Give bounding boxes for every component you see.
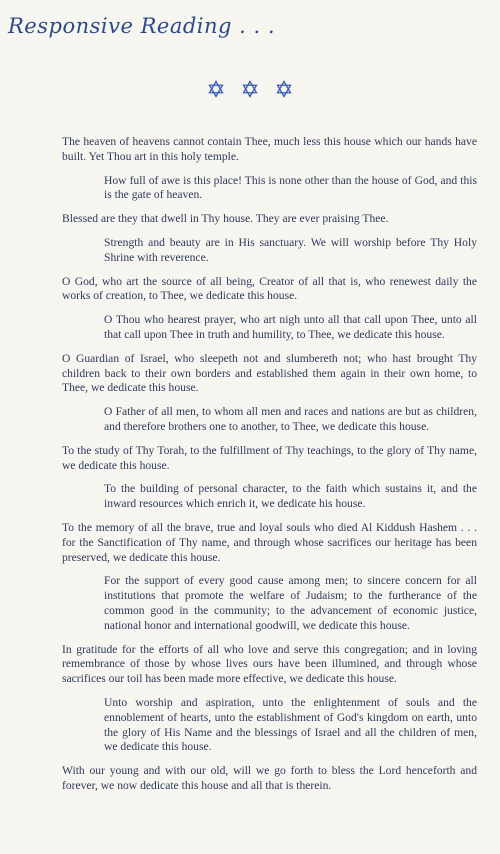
congregation-response: O Father of all men, to whom all men and races and nations are but as children, and therefore brothers one to another, to Thee, we dedicate this house. [104,405,477,433]
congregation-response: To the building of personal character, to the faith which sustains it, and the inward resources which enrich it, we dedicate his house. [104,482,477,511]
reader-verse: In gratitude for the efforts of all who love and serve this congregation; and in loving remembrance of those by whose lives ours have been illumined, and through whose sacrifices our toil has been made more effective, we dedicate this house. [62,642,477,686]
page-title: Responsive Reading . . . [8,14,276,38]
congregation-response: For the support of every good cause among men; to sincere concern for all institutions that promote the welfare of Judaism; to the furtherance of the common good in the community; to the advancement of economic justice, national honor and international goodwill, we dedicate this house. [104,574,477,632]
congregation-response: O Thou who hearest prayer, who art nigh unto all that call upon Thee, unto all that call upon Thee in truth and humility, to Thee, we dedicate this house. [104,313,477,341]
reader-verse: With our young and with our old, will we go forth to bless the Lord henceforth and forever, we now dedicate this house and all that is therein. [62,764,477,792]
reader-verse: To the study of Thy Torah, to the fulfillment of Thy teachings, to the glory of Thy name, we dedicate this house. [62,443,477,472]
reader-verse: To the memory of all the brave, true and loyal souls who died Al Kiddush Hashem . . . for the Sanctification of Thy name, and through whose sacrifices our heritage has been preserved, we dedicate this house. [62,520,477,564]
reader-verse: The heaven of heavens cannot contain Thee, much less this house which our hands have built. Yet Thou art in this holy temple. [62,135,477,163]
congregation-response: Unto worship and aspiration, unto the enlightenment of souls and the ennoblement of hearts, unto the establishment of God's kingdom on earth, unto the glory of His Name and the blessings of Israel and all the children of men, we dedicate this house. [104,695,477,754]
reader-verse: O God, who art the source of all being, Creator of all that is, who renewest daily the works of creation, to Thee, we dedicate this house. [62,274,477,303]
responsive-reading [62,135,477,794]
star-of-david-icon [207,80,225,98]
star-of-david-icon [275,80,293,98]
congregation-response: Strength and beauty are in His sanctuary. We will worship before Thy Holy Shrine with reverence. [104,235,477,264]
reader-verse: O Guardian of Israel, who sleepeth not and slumbereth not; who hast brought Thy children back to their own borders and established them again in their own home, to Thee, we dedicate this house. [62,351,477,395]
star-row [0,80,500,98]
congregation-response: How full of awe is this place! This is none other than the house of God, and this is the gate of heaven. [104,173,477,202]
star-of-david-icon [241,80,259,98]
reader-verse: Blessed are they that dwell in Thy house. They are ever praising Thee. [62,212,389,226]
